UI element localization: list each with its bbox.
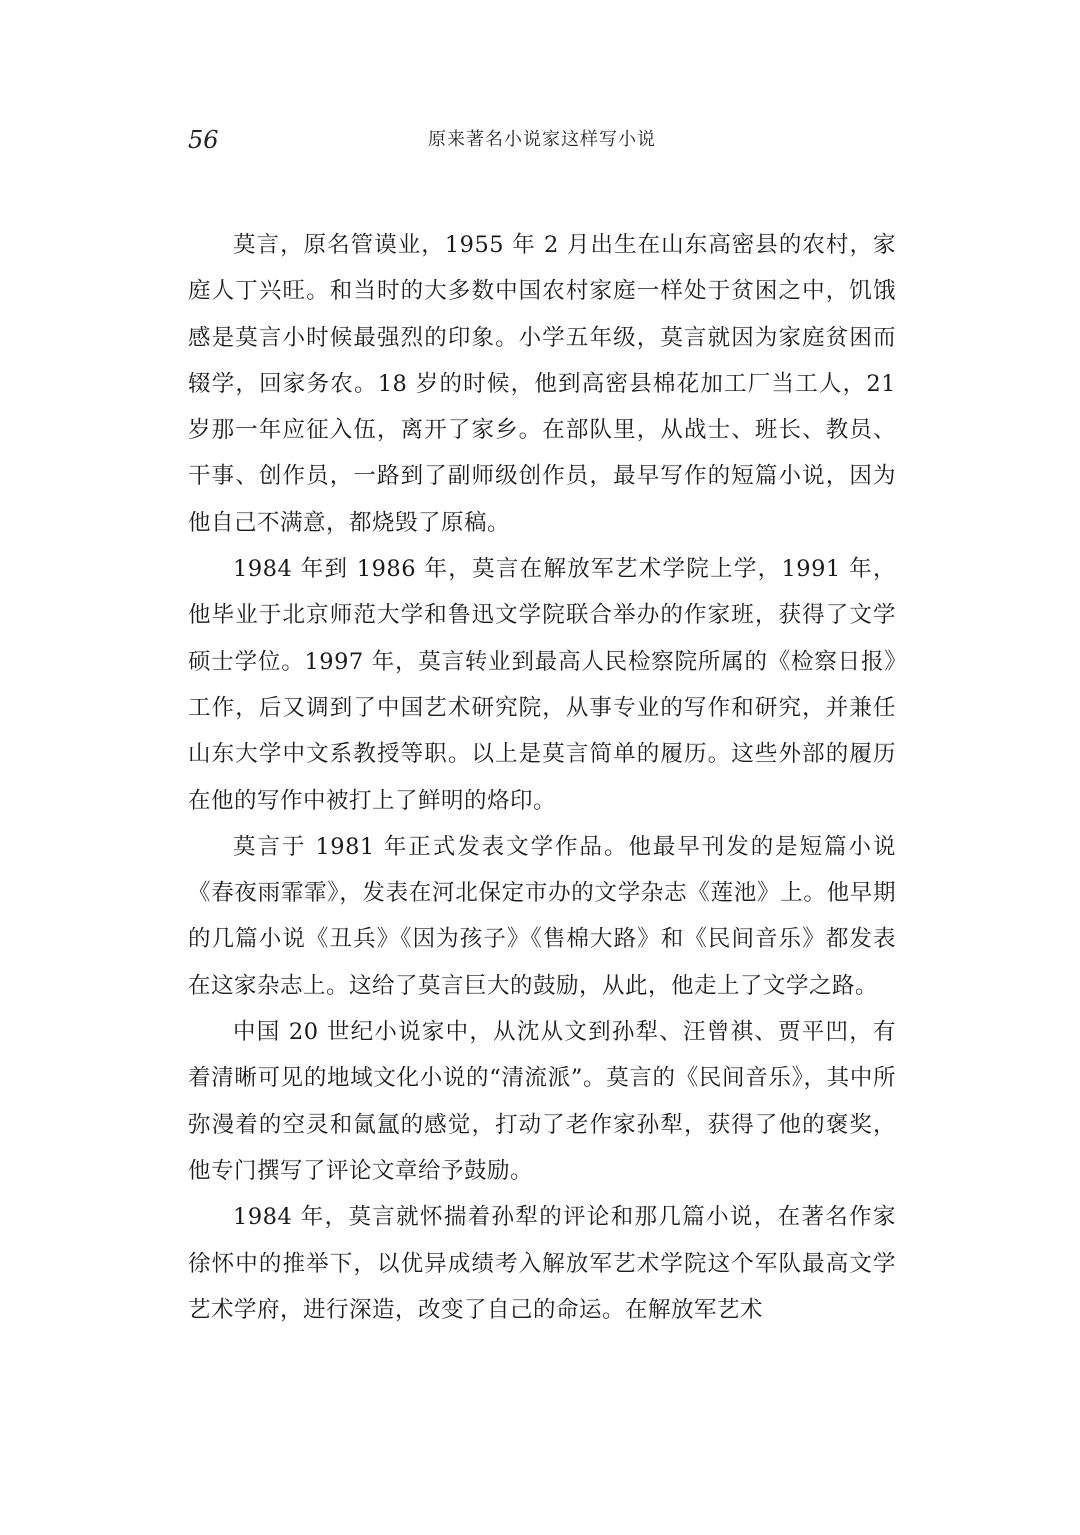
paragraph-4: 中国 20 世纪小说家中，从沈从文到孙犁、汪曾祺、贾平凹，有着清晰可见的地域文化小说的“清流派”。莫言的《民间音乐》，其中所弥漫着的空灵和氤氲的感觉，打动了老作家孙犁，获得了他的褒奖，他专门撰写了评论文章给予鼓励。: [188, 1019, 896, 1184]
page-number: 56: [188, 126, 219, 154]
paragraph-3: 莫言于 1981 年正式发表文学作品。他最早刊发的是短篇小说《春夜雨霏霏》，发表在河北保定市办的文学杂志《莲池》上。他早期的几篇小说《丑兵》《因为孩子》《售棉大路》和《民间音乐》都发表在这家杂志上。这给了莫言巨大的鼓励，从此，他走上了文学之路。: [188, 833, 896, 999]
book-title: 原来著名小说家这样写小说: [428, 129, 656, 150]
paragraph-5: 1984 年，莫言就怀揣着孙犁的评论和那几篇小说，在著名作家徐怀中的推举下，以优异成绩考入解放军艺术学院这个军队最高文学艺术学府，进行深造，改变了自己的命运。在解放军艺术: [188, 1204, 896, 1323]
running-head: [188, 122, 896, 158]
paragraph-1: 莫言，原名管谟业，1955 年 2 月出生在山东高密县的农村，家庭人丁兴旺。和当时的大多数中国农村家庭一样处于贫困之中，饥饿感是莫言小时候最强烈的印象。小学五年级，莫言就因为家庭贫困而辍学，回家务农。18 岁的时候，他到高密县棉花加工厂当工人，21 岁那一年应征入伍，离开了家乡。在部队里，从战士、班长、教员、干事、创作员，一路到了副师级创作员，最早写作的短篇小说，因为他自己不满意，都烧毁了原稿。: [188, 232, 896, 536]
body-text: [188, 222, 896, 1333]
paragraph-2: 1984 年到 1986 年，莫言在解放军艺术学院上学，1991 年，他毕业于北京师范大学和鲁迅文学院联合举办的作家班，获得了文学硕士学位。1997 年，莫言转业到最高人民检察院所属的《检察日报》工作，后又调到了中国艺术研究院，从事专业的写作和研究，并兼任山东大学中文系教授等职。以上是莫言简单的履历。这些外部的履历在他的写作中被打上了鲜明的烙印。: [188, 556, 896, 814]
